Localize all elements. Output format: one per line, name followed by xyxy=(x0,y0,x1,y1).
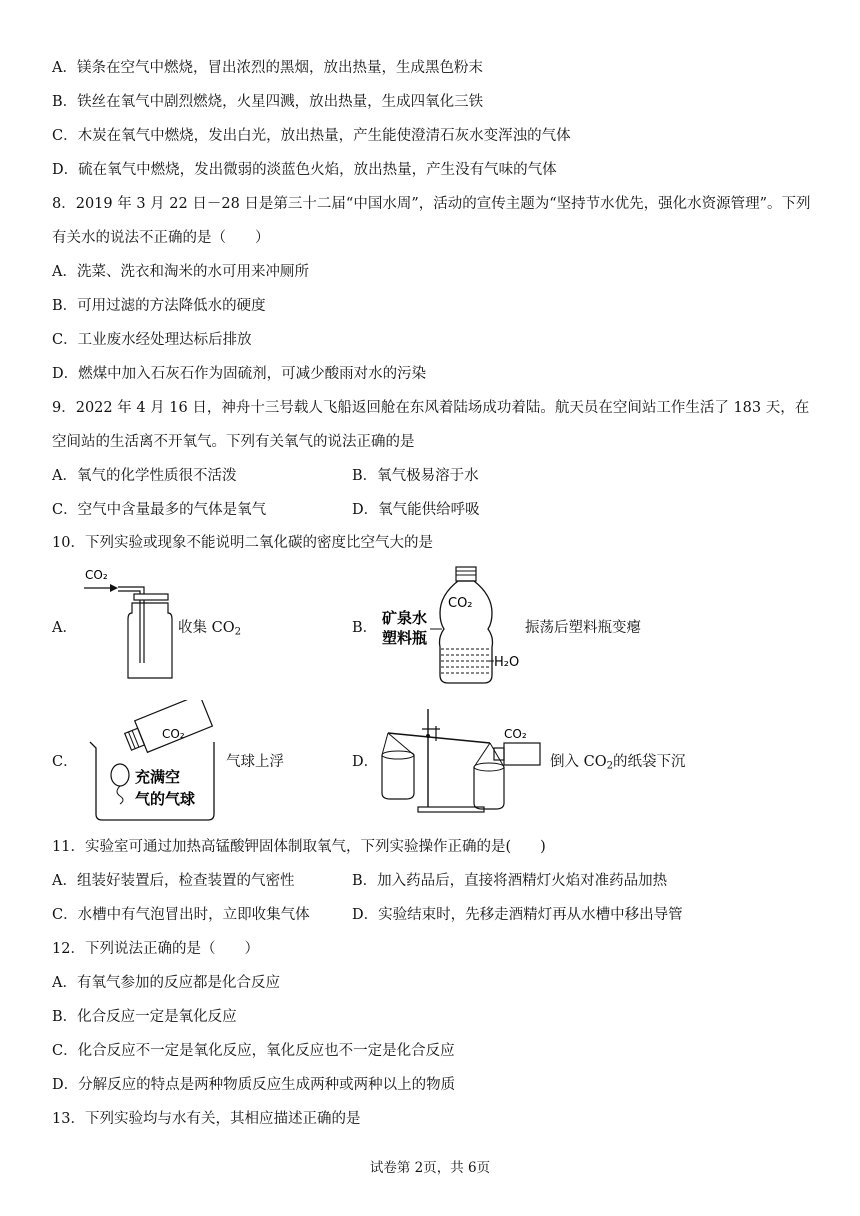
q10-c-co2-label: CO₂ xyxy=(162,727,185,741)
q12-option-c: C．化合反应不一定是氧化反应，氧化反应也不一定是化合反应 xyxy=(52,1043,455,1059)
q9-stem-line2: 空间站的生活离不开氧气。下列有关氧气的说法正确的是 xyxy=(52,434,415,450)
q10-stem: 10．下列实验或现象不能说明二氧化碳的密度比空气大的是 xyxy=(52,535,433,551)
q10-b-bottle-label-2: 塑料瓶 xyxy=(382,629,428,647)
page-footer: 试卷第 2页，共 6页 xyxy=(369,1160,491,1176)
q10-b-caption: 振荡后塑料瓶变瘪 xyxy=(525,620,641,636)
q8-option-d: D．燃煤中加入石灰石作为固硫剂，可减少酸雨对水的污染 xyxy=(52,366,427,382)
q7-option-a: A．镁条在空气中燃烧，冒出浓烈的黑烟，放出热量，生成黑色粉末 xyxy=(52,60,483,76)
q10-d-left-bag xyxy=(382,755,414,799)
q10-b-co2-label: CO₂ xyxy=(448,596,473,611)
q10-d-caption: 倒入 $CO_2$的纸袋下沉 xyxy=(550,754,686,772)
q9-stem-line1: 9．2022 年 4 月 16 日，神舟十三号载人飞船返回舱在东风着陆场成功着陆。航天员在空间站工作生活了 183 天，在 xyxy=(52,400,810,416)
q10-c-caption: 气球上浮 xyxy=(226,754,284,770)
q12-option-b: B．化合反应一定是氧化反应 xyxy=(52,1009,237,1025)
q10-a-arrow-head xyxy=(110,584,118,592)
q11-stem: 11．实验室可通过加热高锰酸钾固体制取氧气，下列实验操作正确的是( ) xyxy=(52,839,546,855)
q8-option-c: C．工业废水经处理达标后排放 xyxy=(52,332,252,348)
q12-option-d: D．分解反应的特点是两种物质反应生成两种或两种以上的物质 xyxy=(52,1077,456,1093)
q7-option-d: D．硫在氧气中燃烧，发出微弱的淡蓝色火焰，放出热量，产生没有气味的气体 xyxy=(52,162,557,178)
q9-option-c: C．空气中含量最多的气体是氧气 xyxy=(52,502,267,518)
q10-a-figure xyxy=(80,563,175,683)
q10-a-caption: 收集 $CO_2$ xyxy=(178,620,242,638)
q13-stem: 13．下列实验均与水有关，其相应描述正确的是 xyxy=(52,1111,361,1127)
q11-option-b: B．加入药品后，直接将酒精灯火焰对准药品加热 xyxy=(352,873,668,889)
q10-b-h2o-label: H₂O xyxy=(494,655,520,670)
q11-option-d: D．实验结束时，先移走酒精灯再从水槽中移出导管 xyxy=(352,907,683,923)
q10-d-letter: D． xyxy=(352,754,379,770)
q7-option-c: C．木炭在氧气中燃烧，发出白光，放出热量，产生能使澄清石灰水变浑浊的气体 xyxy=(52,128,571,144)
q8-option-b: B．可用过滤的方法降低水的硬度 xyxy=(52,298,266,314)
q10-b-bottle-label-1: 矿泉水 xyxy=(382,609,428,627)
q11-option-c: C．水槽中有气泡冒出时，立即收集气体 xyxy=(52,907,310,923)
q10-c-balloon-label-2: 气的气球 xyxy=(135,790,196,808)
q10-c-figure xyxy=(80,700,225,822)
q10-d-co2-label: CO₂ xyxy=(504,727,527,741)
q10-c-balloon-label-1: 充满空 xyxy=(135,768,181,786)
q10-a-bottle xyxy=(128,603,172,678)
q10-a-stopper xyxy=(134,594,168,600)
q10-b-bottle-cap xyxy=(456,567,476,581)
q7-option-b: B．铁丝在氧气中剧烈燃烧，火星四溅，放出热量，生成四氧化三铁 xyxy=(52,94,484,110)
q10-c-letter: C． xyxy=(52,754,78,770)
q10-a-tube-inner xyxy=(118,591,140,663)
q9-option-a: A．氧气的化学性质很不活泼 xyxy=(52,468,237,484)
q10-d-right-bag xyxy=(474,767,504,809)
q8-stem-line1: 8．2019 年 3 月 22 日－28 日是第三十二届“中国水周”，活动的宣传主题为“坚持节水优先，强化水资源管理”。下列 xyxy=(52,196,811,212)
q10-b-letter: B． xyxy=(352,620,378,636)
q10-c-balloon xyxy=(111,764,129,786)
q10-c-balloon-string xyxy=(117,786,123,804)
q11-option-a: A．组装好装置后，检查装置的气密性 xyxy=(52,873,295,889)
q10-a-letter: A． xyxy=(52,620,77,636)
q8-option-a: A．洗菜、洗衣和淘米的水可用来冲厕所 xyxy=(52,264,309,280)
q9-option-b: B．氧气极易溶于水 xyxy=(352,468,479,484)
q12-option-a: A．有氧气参加的反应都是化合反应 xyxy=(52,975,280,991)
q12-stem: 12．下列说法正确的是（ ） xyxy=(52,941,259,957)
q10-b-figure xyxy=(378,563,523,688)
q10-a-co2-label: CO₂ xyxy=(85,568,108,582)
q10-d-beam xyxy=(388,733,490,743)
q9-option-d: D．氧气能供给呼吸 xyxy=(352,502,480,518)
q10-d-figure xyxy=(378,705,546,815)
q8-stem-line2: 有关水的说法不正确的是（ ） xyxy=(52,230,270,246)
q10-d-stand-base xyxy=(418,807,484,812)
q10-d-co2-bottle xyxy=(504,743,540,765)
